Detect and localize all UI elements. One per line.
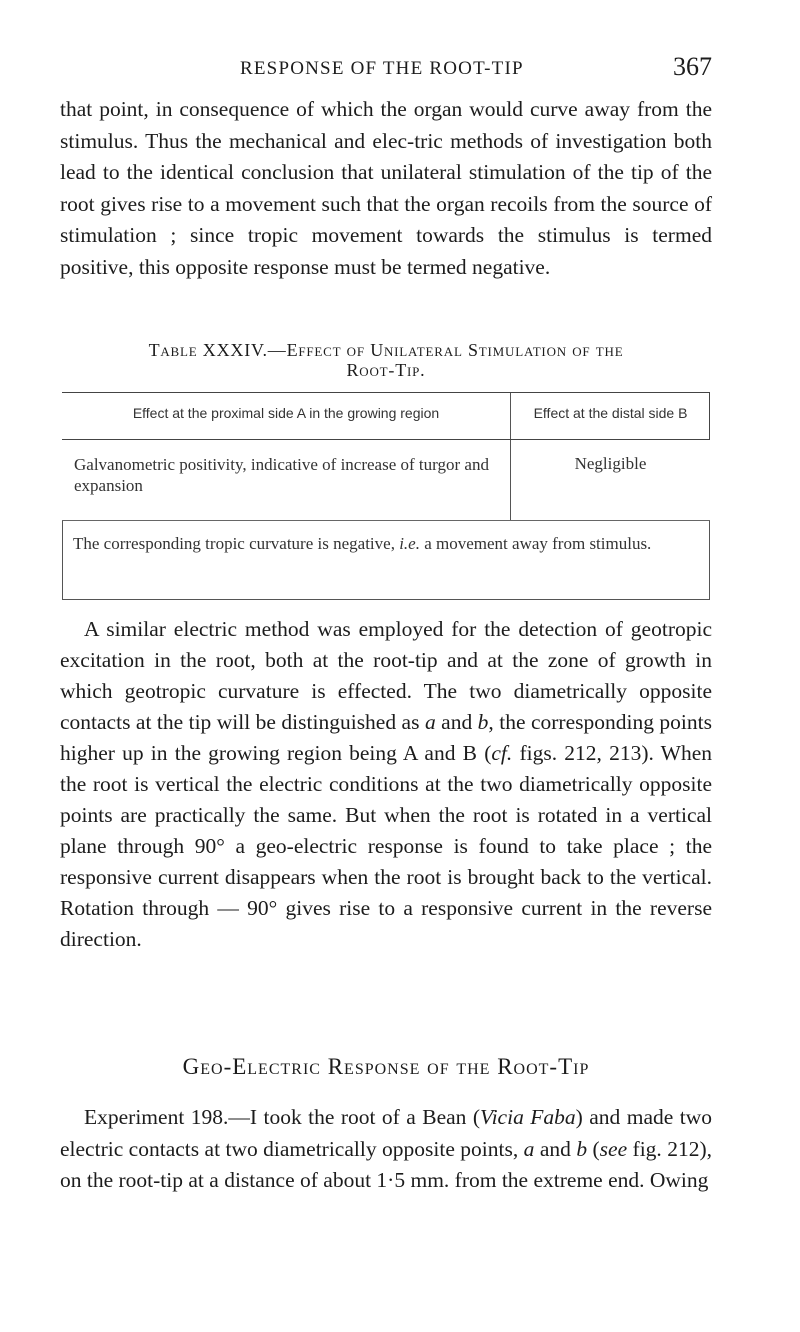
species-name: Vicia Faba <box>480 1105 576 1129</box>
note-ie: i.e. <box>399 534 420 553</box>
paragraph-geotropic-method <box>60 614 712 955</box>
see-abbrev: see <box>599 1136 628 1161</box>
p3-text-4: ( <box>587 1136 600 1161</box>
effect-table <box>62 392 710 600</box>
cell-proximal <box>62 440 511 520</box>
table-row <box>62 440 710 521</box>
contact-a-label: a <box>424 710 436 734</box>
table-note-row <box>62 521 710 600</box>
table-caption <box>60 340 712 380</box>
cell-distal-text: Negligible <box>574 454 647 473</box>
header-cell-proximal <box>62 393 511 439</box>
page-number: 367 <box>673 52 712 81</box>
paragraph-experiment-198 <box>60 1102 712 1197</box>
running-head <box>60 52 712 88</box>
table-caption-line-1: Table XXXIV.—Effect of Unilateral Stimulation of the <box>148 340 624 360</box>
running-title: RESPONSE OF THE ROOT-TIP <box>240 58 524 79</box>
contact-b-label: b <box>477 710 489 734</box>
header-cell-distal <box>511 393 710 439</box>
note-text-start: The corresponding tropic curvature is negative, <box>73 534 400 553</box>
paragraph-continued: that point, in consequence of which the organ would curve away from the stimulus. Thus the mechanical and elec-tric methods of investigation both lead to the identical conclusion that unilateral stimulation of the tip of the root gives rise to a movement such that the organ recoils from the source of stimulation ; since tropic movement towards the stimulus is termed positive, this opposite response must be termed negative. <box>60 97 712 279</box>
p3-text-1: Experiment 198.—I took the root of a Bean ( <box>84 1105 481 1129</box>
p3-text-3: and <box>534 1136 577 1161</box>
p2-text-2: and <box>435 710 478 734</box>
note-text-end: a movement away from stimulus. <box>419 534 652 553</box>
p3-text-5: fig. 212), on the root-tip at a distance of about 1·5 mm. from the extreme end. Owing <box>60 1136 713 1193</box>
table-header-row <box>62 392 710 440</box>
contact-a-label: a <box>523 1136 535 1161</box>
cf-abbrev: cf. <box>491 741 513 765</box>
cell-distal <box>511 440 710 520</box>
table-note <box>73 533 703 554</box>
contact-b-label: b <box>576 1136 588 1161</box>
section-heading: Geo-Electric Response of the Root-Tip <box>182 1054 590 1079</box>
column-header-proximal: Effect at the proximal side A in the growing region <box>132 405 440 421</box>
p2-text-4: figs. 212, 213). When the root is vertical the electric conditions at the two diametrically opposite points are practically the same. But when the root is rotated in a vertical plane through 90° a geo-electric response is found to take place ; the responsive current disappears when the root is brought back to the vertical. Rotation through — 90° gives rise to a responsive current in the reverse direction. <box>60 741 713 951</box>
p2-text-1: A similar electric method was employed for the detection of geotropic excitation in the root, both at the root-tip and at the zone of growth in which geotropic curvature is effected. The two diametrically opposite contacts at the tip will be distinguished as <box>60 617 712 734</box>
p3-text-2: ) and made two electric contacts at two diametrically opposite points, <box>60 1105 712 1161</box>
cell-proximal-text: Galvanometric positivity, indicative of increase of turgor and expansion <box>74 455 489 495</box>
p2-text-3: , the corresponding points higher up in the growing region being A and B ( <box>60 710 712 765</box>
table-caption-line-2: Root-Tip. <box>346 360 426 380</box>
column-header-distal: Effect at the distal side B <box>533 405 688 421</box>
